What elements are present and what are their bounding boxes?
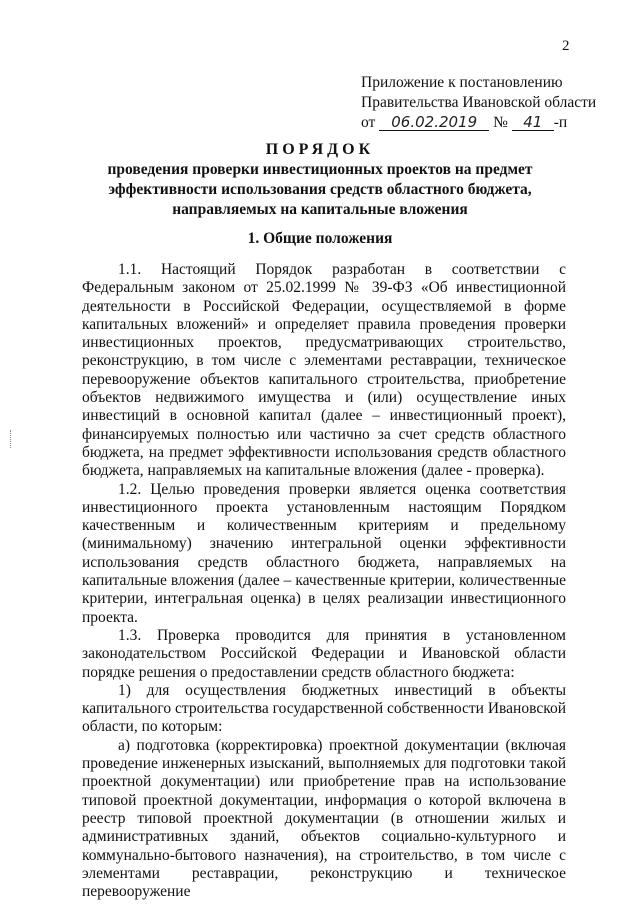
margin-mark [10,430,12,448]
document-title: ПОРЯДОК [265,141,375,158]
number-label: № [493,114,508,131]
appendix-line-1: Приложение к постановлению [361,74,563,91]
appendix-reference [361,113,566,133]
document-subtitle: проведения проверки инвестиционных проектов на предмет эффективности использования средств областного бюджета, направляемых на капитальные вложения [107,161,533,218]
paragraph: 1.2. Целью проведения проверки является оценка соответствия инвестиционного проекта установленным настоящим Порядком качественным и количественным критериям и предельному (минимальному) значению интегральной оценки эффективности использования средств областного бюджета, направляемых на капитальные вложения (далее – качественные критерии, количественные критерии, интегральная оценка) в целях реализации инвестиционного проекта. [82,480,566,626]
paragraph: а) подготовка (корректировка) проектной документации (включая проведение инженерных изысканий, выполняемых для подготовки такой проектной документации) или приобретение прав на использование типовой проектной документации, информация о которой включена в реестр типовой проектной документации (в отношении жилых и административных зданий, объектов социально-культурного и коммунально-бытового назначения), на строительство, в том числе с элементами реставрации, реконструкцию и техническое перевооружение [82,736,566,901]
paragraph: 1.3. Проверка проводится для принятия в установленном законодательством Российской Федерации и Ивановской области порядке решения о предоставлении средств областного бюджета: [82,626,566,681]
paragraph: 1.1. Настоящий Порядок разработан в соответствии с Федеральным законом от 25.02.1999 № 39-ФЗ «Об инвестиционной деятельности в Российской Федерации, осуществляемой в форме капитальных вложений» и определяет правила проведения проверки инвестиционных проектов, предусматривающих строительство, реконструкцию, в том числе с элементами реставрации, техническое перевооружение объектов капитального строительства, приобретение объектов недвижимого имущества и (или) осуществление иных инвестиций в основной капитал (далее – инвестиционный проект), финансируемых полностью или частично за счет средств областного бюджета, на предмет эффективности использования средств областного бюджета, направляемых на капитальные вложения (далее - проверка). [82,261,566,480]
appendix-header [361,73,597,133]
page-number: 2 [562,38,570,54]
handwritten-number: 41 [512,114,554,131]
number-suffix: -п [553,114,568,131]
appendix-line-2: Правительства Ивановской области [361,94,597,111]
section-heading: 1. Общие положения [247,230,393,247]
handwritten-date: 06.02.2019 [379,114,489,131]
body-text [82,261,566,901]
from-label: от [361,114,376,131]
paragraph: 1) для осуществления бюджетных инвестиций в объекты капитального строительства государственной собственности Ивановской области, по которым: [82,681,566,736]
